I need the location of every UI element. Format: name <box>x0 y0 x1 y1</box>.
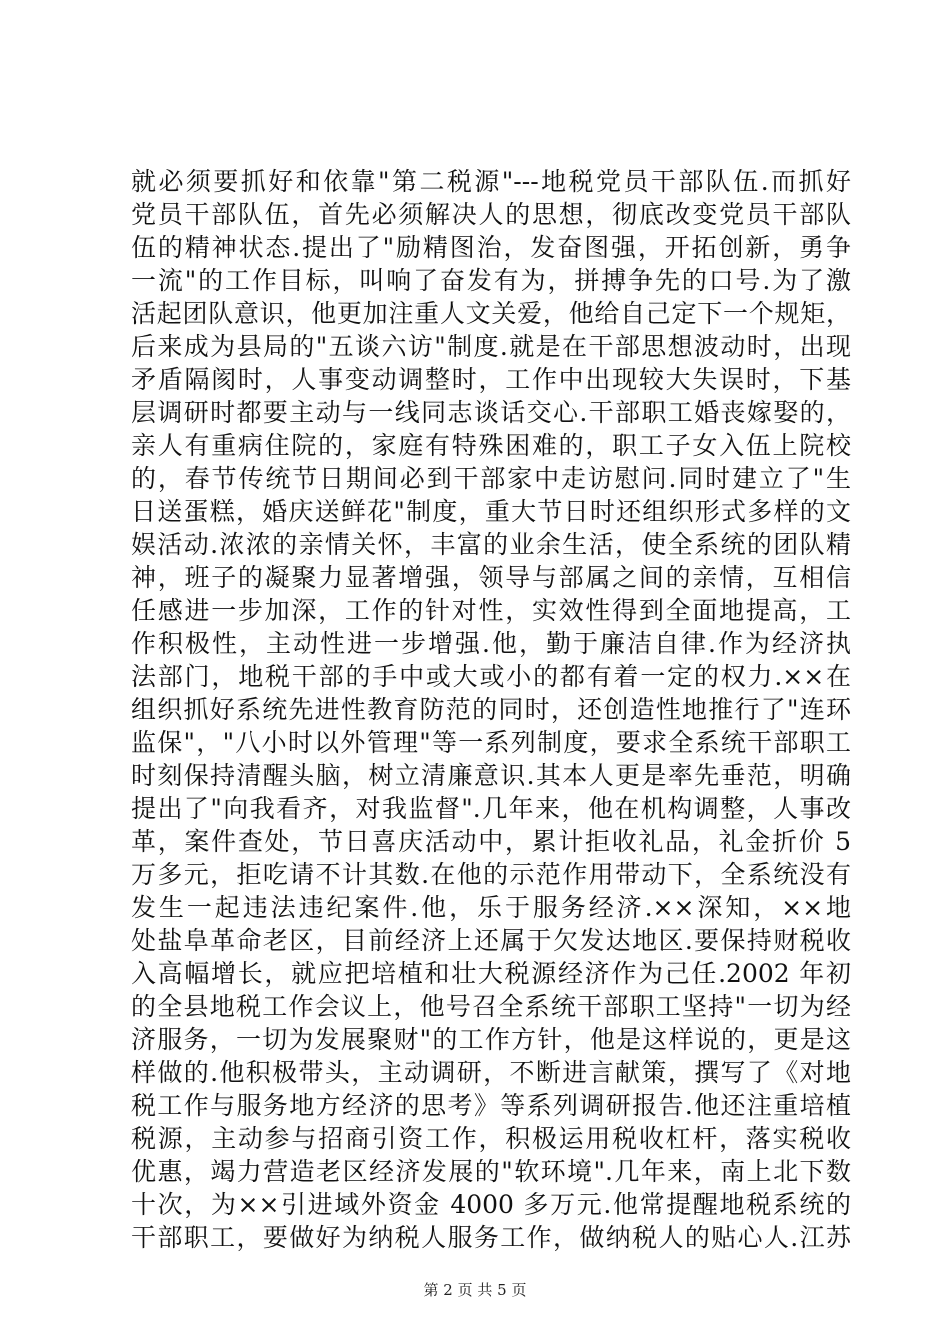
text-line: 的全县地税工作会议上，他号召全系统干部职工坚持"一切为经 <box>131 992 851 1021</box>
text-line: 后来成为县局的"五谈六访"制度.就是在干部思想波动时，出现 <box>131 332 851 361</box>
text-line: 税工作与服务地方经济的思考》等系列调研报告.他还注重培植 <box>131 1091 851 1120</box>
text-line: 入高幅增长，就应把培植和壮大税源经济作为己任.2002 年初 <box>131 959 851 988</box>
text-line: 党员干部队伍，首先必须解决人的思想，彻底改变党员干部队 <box>131 200 851 229</box>
text-line: 作积极性，主动性进一步增强.他，勤于廉洁自律.作为经济执 <box>131 629 851 658</box>
text-line: 层调研时都要主动与一线同志谈话交心.干部职工婚丧嫁娶的， <box>131 398 851 427</box>
text-line: 伍的精神状态.提出了"励精图治，发奋图强，开拓创新，勇争 <box>131 233 851 262</box>
page-footer: 第 2 页 共 5 页 <box>423 1281 527 1299</box>
text-line: 监保"，"八小时以外管理"等一系列制度，要求全系统干部职工 <box>131 728 851 757</box>
text-line: 任感进一步加深，工作的针对性，实效性得到全面地提高，工 <box>131 596 851 625</box>
text-line: 发生一起违法违纪案件.他，乐于服务经济.××深知，××地 <box>131 893 851 922</box>
text-line: 组织抓好系统先进性教育防范的同时，还创造性地推行了"连环 <box>131 695 851 724</box>
text-line: 就必须要抓好和依靠"第二税源"---地税党员干部队伍.而抓好 <box>131 167 851 196</box>
text-line: 活起团队意识，他更加注重人文关爱，他给自己定下一个规矩， <box>131 299 851 328</box>
text-line: 的，春节传统节日期间必到干部家中走访慰问.同时建立了"生 <box>131 464 851 493</box>
text-line: 亲人有重病住院的，家庭有特殊困难的，职工子女入伍上院校 <box>131 431 851 460</box>
text-line: 样做的.他积极带头，主动调研，不断进言献策，撰写了《对地 <box>131 1058 851 1087</box>
text-line: 干部职工，要做好为纳税人服务工作，做纳税人的贴心人.江苏 <box>131 1223 851 1252</box>
text-line: 税源，主动参与招商引资工作，积极运用税收杠杆，落实税收 <box>131 1124 851 1153</box>
text-line: 优惠，竭力营造老区经济发展的"软环境".几年来，南上北下数 <box>131 1157 851 1186</box>
text-line: 矛盾隔阂时，人事变动调整时，工作中出现较大失误时，下基 <box>131 365 851 394</box>
text-line: 法部门，地税干部的手中或大或小的都有着一定的权力.××在 <box>131 662 851 691</box>
text-line: 十次，为××引进域外资金 4000 多万元.他常提醒地税系统的 <box>131 1190 851 1219</box>
text-line: 万多元，拒吃请不计其数.在他的示范作用带动下，全系统没有 <box>131 860 851 889</box>
text-line: 革，案件查处，节日喜庆活动中，累计拒收礼品，礼金折价 5 <box>131 827 851 856</box>
text-line: 济服务，一切为发展聚财"的工作方针，他是这样说的，更是这 <box>131 1025 851 1054</box>
text-line: 日送蛋糕，婚庆送鲜花"制度，重大节日时还组织形式多样的文 <box>131 497 851 526</box>
text-line: 处盐阜革命老区，目前经济上还属于欠发达地区.要保持财税收 <box>131 926 851 955</box>
text-line: 提出了"向我看齐，对我监督".几年来，他在机构调整，人事改 <box>131 794 851 823</box>
text-line: 神，班子的凝聚力显著增强，领导与部属之间的亲情，互相信 <box>131 563 851 592</box>
body-paragraph <box>131 165 851 1254</box>
text-line: 时刻保持清醒头脑，树立清廉意识.其本人更是率先垂范，明确 <box>131 761 851 790</box>
text-line: 娱活动.浓浓的亲情关怀，丰富的业余生活，使全系统的团队精 <box>131 530 851 559</box>
text-line: 一流"的工作目标，叫响了奋发有为，拼搏争先的口号.为了激 <box>131 266 851 295</box>
